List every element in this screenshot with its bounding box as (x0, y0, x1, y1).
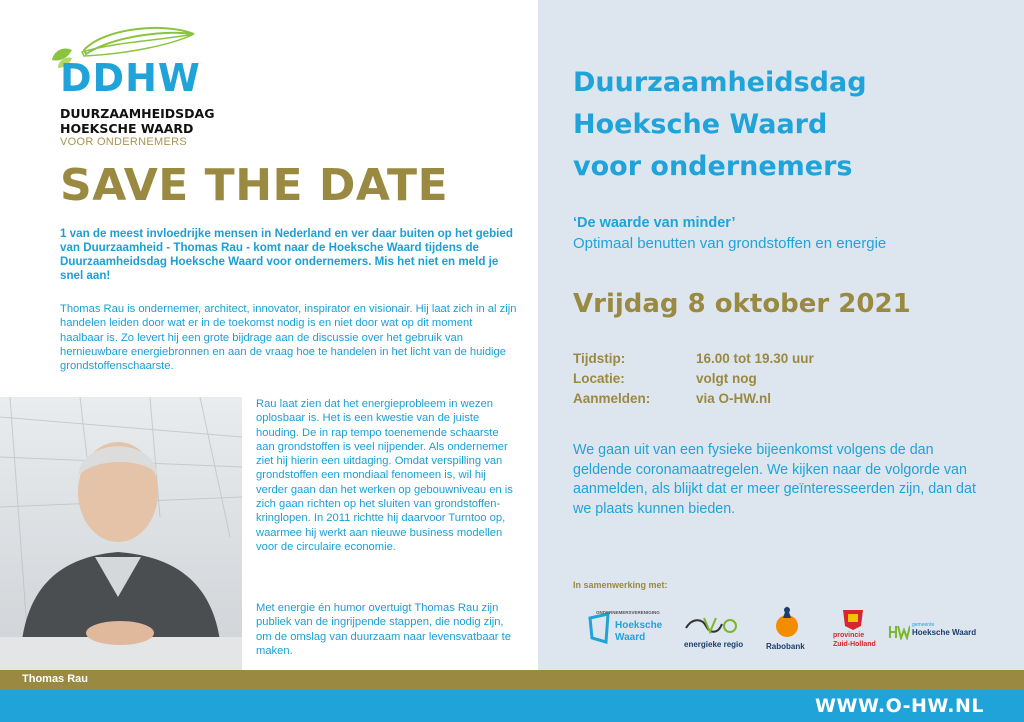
portrait-illustration (0, 397, 242, 670)
energieke-regio-label: energieke regio (684, 640, 744, 649)
event-subtitle: ‘De waarde van minder’ (573, 215, 736, 231)
detail-label: Locatie: (573, 371, 625, 386)
detail-row-location (573, 371, 814, 391)
provincie-label-2: Zuid-Holland (833, 641, 876, 648)
gemeente-hw-icon (888, 624, 910, 640)
ohw-label-2: Waard (615, 632, 646, 643)
footer-website-link[interactable]: WWW.O-HW.NL (815, 695, 984, 717)
logo-acronym: DDHW (60, 56, 201, 100)
partner-provincie-logo (827, 604, 885, 654)
photo-caption: Thomas Rau (22, 673, 89, 685)
bio-paragraph-3: Met energie én humor overtuigt Thomas Rau zijn publiek van de ingrijpende stappen, die nodig zijn, om de omslag van duurzaam naar levensvatbaar te maken. (256, 602, 511, 657)
detail-label: Aanmelden: (573, 391, 651, 406)
detail-value[interactable]: via O-HW.nl (696, 391, 772, 406)
detail-value: volgt nog (696, 371, 757, 386)
partner-rabobank-logo (760, 604, 816, 654)
event-title-line-3: voor ondernemers (573, 151, 853, 182)
gold-divider-bar (242, 670, 1024, 690)
event-tagline: Optimaal benutten van grondstoffen en energie (573, 235, 887, 252)
provincie-label-1: provincie (833, 632, 865, 639)
partner-ohw-logo (588, 604, 668, 654)
detail-row-time (573, 351, 814, 371)
event-title-line-1: Duurzaamheidsdag (573, 67, 867, 98)
gemeente-label: Hoeksche Waard (912, 628, 977, 637)
ohw-mark-icon (588, 612, 610, 646)
event-title (573, 62, 993, 188)
detail-row-register (573, 391, 814, 411)
save-the-date-heading: SAVE THE DATE (60, 160, 449, 211)
gemeente-small-label: gemeente (912, 622, 935, 628)
energieke-regio-icon (682, 614, 740, 638)
intro-paragraph: 1 van de meest invloedrijke mensen in Nederland en ver daar buiten op het gebied van Duurzaamheid - Thomas Rau - komt naar de Hoeksche Waard tijdens de Duurzaamheidsdag Hoeksche Waard voor ondernemers. Mis het niet en meld je snel aan! (60, 227, 513, 282)
event-date: Vrijdag 8 oktober 2021 (573, 289, 911, 319)
detail-value: 16.00 tot 19.30 uur (696, 351, 814, 366)
bio-paragraph-1: Thomas Rau is ondernemer, architect, innovator, inspirator en visionair. Hij laat zich in al zijn handelen leiden door wat er in de toekomst nodig is en niet door wat op dit moment haalbaar is. Zo levert hij een grote bijdrage aan de discussie over het gebruik van hernieuwbare energiebronnen en aan de vraag hoe te handelen in het licht van de huidige grondstoffenschaarste. (60, 303, 517, 373)
detail-label: Tijdstip: (573, 351, 626, 366)
rabobank-label: Rabobank (766, 642, 805, 651)
partner-gemeente-logo (888, 604, 984, 654)
partners-heading: In samenwerking met: (573, 580, 668, 590)
provincie-crest-icon (839, 606, 867, 630)
ohw-small-label: ONDERNEMERSVERENIGING (596, 610, 660, 615)
partner-energieke-regio-logo (682, 604, 744, 654)
logo-line-2: HOEKSCHE WAARD (60, 121, 194, 136)
bio-paragraph-2: Rau laat zien dat het energieprobleem in wezen oplosbaar is. Het is een kwestie van de juiste houding. De in rap tempo toenemende schaarste aan grondstoffen is veel nijpender. Als ondernemer ziet hij hierin een uitdaging. Omdat verspilling van grondstoffen een mondiaal fenomeen is, wil hij verder gaan dan het werken op gebouwniveau en is zich gaan richten op het sluiten van grondstoffen-kringlopen. In 2011 richtte hij daarvoor Turntoo op, waarmee hij werkt aan nieuwe business modellen voor de circulaire economie. (256, 398, 513, 553)
event-details (573, 351, 814, 411)
logo-line-1: DUURZAAMHEIDSDAG (60, 106, 215, 121)
rabobank-icon (772, 604, 802, 638)
event-title-line-2: Hoeksche Waard (573, 109, 828, 140)
event-notice: We gaan uit van een fysieke bijeenkomst volgens de dan geldende coronamaatregelen. We kijken naar de volgorde van aanmelden, als blijkt dat er meer geïnteresseerden zijn, dan dat we plaats kunnen bieden. (573, 442, 976, 517)
ohw-label-1: Hoeksche (615, 620, 663, 631)
logo-line-3: VOOR ONDERNEMERS (60, 136, 188, 148)
thomas-rau-photo (0, 397, 242, 670)
